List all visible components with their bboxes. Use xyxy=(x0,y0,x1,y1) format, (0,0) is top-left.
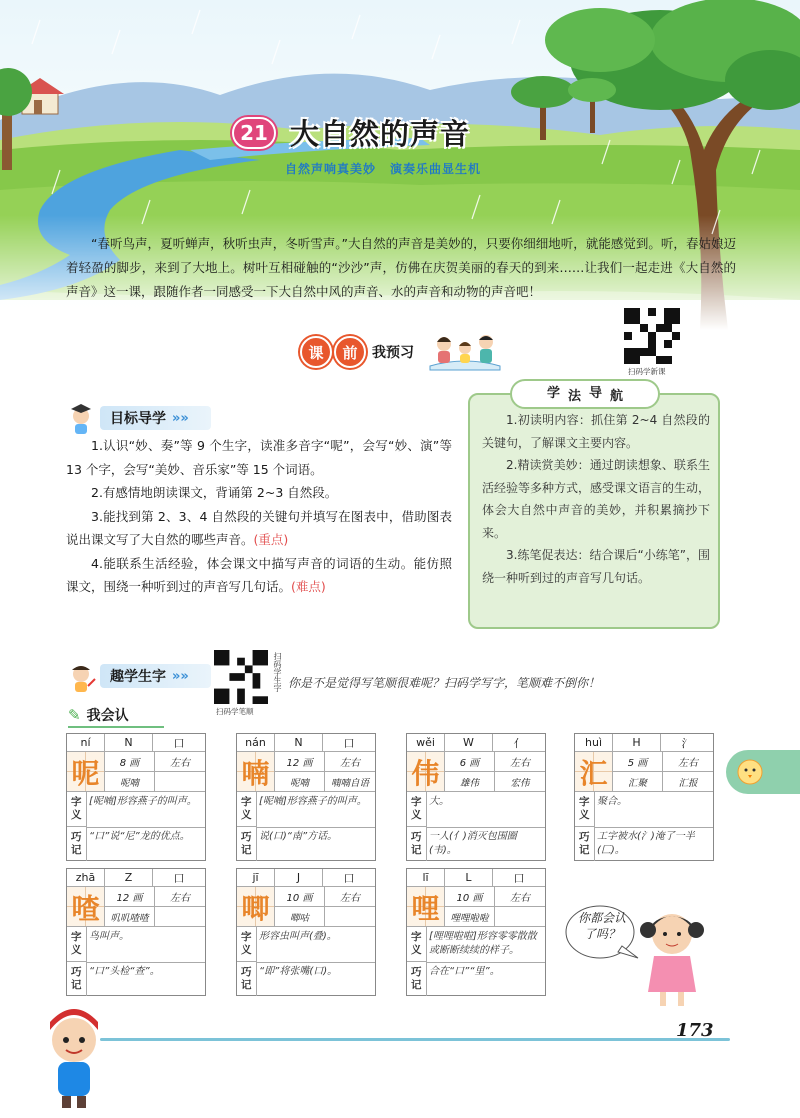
radical: 口 xyxy=(343,736,355,750)
writing-kid-icon xyxy=(66,660,96,692)
row-divider xyxy=(87,827,205,828)
stroke-count: 12 画 xyxy=(105,887,155,906)
page-number: 173 xyxy=(676,1020,714,1041)
example-word: 宏伟 xyxy=(510,777,530,789)
pinyin: jī xyxy=(237,869,275,886)
meaning-label: 字义 xyxy=(67,927,87,962)
character-card xyxy=(236,868,376,996)
memory-tip-label: 巧记 xyxy=(237,962,257,996)
new-lesson-qr-caption: 扫码学新课 xyxy=(628,367,666,376)
character-info xyxy=(275,752,375,792)
radical: 口 xyxy=(173,736,185,750)
meaning-text: 鸟叫声。 xyxy=(89,931,129,942)
recognize-underline xyxy=(68,726,164,728)
key-point-tag: (重点) xyxy=(253,532,289,547)
recognize-header xyxy=(68,705,129,725)
character-glyph: 呢 xyxy=(67,752,105,792)
radical: 口 xyxy=(173,871,185,885)
study-method-list xyxy=(482,409,710,589)
meaning-text: [呢喃]形容燕子的叫声。 xyxy=(259,796,367,807)
character-info xyxy=(445,887,545,927)
index-letter: N xyxy=(275,734,323,751)
goals-heading: 目标导学 xyxy=(110,411,166,427)
row-divider xyxy=(87,962,205,963)
structure: 左右 xyxy=(340,758,360,769)
study-method-panel xyxy=(468,385,720,629)
structure: 左右 xyxy=(340,893,360,904)
memory-tip-label: 巧记 xyxy=(407,962,427,996)
card-header-row xyxy=(67,734,205,752)
method-tab-char: 导 xyxy=(589,385,603,401)
character-card xyxy=(574,733,714,861)
structure: 左右 xyxy=(170,758,190,769)
character-glyph: 喳 xyxy=(67,887,105,927)
memory-tip-text: 一人(亻)消灭包围圈(韦)。 xyxy=(429,831,517,856)
radical: 口 xyxy=(343,871,355,885)
meaning-label: 字义 xyxy=(407,792,427,827)
fun-heading-bar xyxy=(100,664,211,688)
meaning-text: 形容虫叫声(叠)。 xyxy=(259,931,337,942)
character-card xyxy=(66,868,206,996)
stroke-order-qr-code[interactable] xyxy=(214,650,268,704)
character-glyph: 哩 xyxy=(407,887,445,927)
character-card xyxy=(66,733,206,861)
memory-tip-label: 巧记 xyxy=(67,962,87,996)
radical: 氵 xyxy=(681,736,693,750)
stroke-order-tip: 你是不是觉得写笔顺很难呢？扫码学写字，笔顺难不倒你！ xyxy=(288,676,601,690)
method-tab-char: 法 xyxy=(567,388,581,404)
stroke-count: 12 画 xyxy=(275,752,325,771)
footer-divider xyxy=(100,1038,730,1041)
subtitle-right: 演奏乐曲显生机 xyxy=(390,162,482,176)
meaning-label: 字义 xyxy=(237,792,257,827)
character-info xyxy=(105,887,205,927)
example-word: 叽叽喳喳 xyxy=(105,907,155,926)
pinyin: huì xyxy=(575,734,613,751)
method-item: 3.练笔促表达：结合课后“小练笔”，围绕一种听到过的声音写几句话。 xyxy=(482,548,710,585)
study-method-tab xyxy=(510,379,660,409)
example-word: 汇报 xyxy=(678,777,698,789)
meaning-text: [呢喃]形容燕子的叫声。 xyxy=(89,796,197,807)
goal-item-text: 4.能联系生活经验，体会课文中描写声音的词语的生动。能仿照课文，围绕一种听到过的声音写几句话。 xyxy=(66,555,452,594)
stroke-count: 6 画 xyxy=(445,752,495,771)
goals-heading-bar xyxy=(100,406,211,430)
character-glyph: 喃 xyxy=(237,752,275,792)
radical: 亻 xyxy=(513,736,525,750)
goal-item xyxy=(66,505,452,552)
structure: 左右 xyxy=(510,758,530,769)
prestudy-header xyxy=(300,332,510,372)
double-chevron-icon: »» xyxy=(172,668,189,684)
chick-icon xyxy=(726,750,800,794)
memory-tip-text: “口”说“尼”龙的优点。 xyxy=(89,831,190,842)
memory-tip-text: 说(口)“南”方话。 xyxy=(259,831,338,842)
recognize-heading: 我会认 xyxy=(86,708,129,724)
structure: 左右 xyxy=(510,893,530,904)
example-word: 喃喃自语 xyxy=(330,777,369,789)
lesson-title: 大自然的声音 xyxy=(290,117,471,151)
goal-item xyxy=(66,552,452,599)
card-header-row xyxy=(407,734,545,752)
pinyin: zhā xyxy=(67,869,105,886)
index-letter: H xyxy=(613,734,661,751)
character-info xyxy=(275,887,375,927)
intro-paragraph: “春听鸟声，夏听蝉声，秋听虫声，冬听雪声。”大自然的声音是美妙的，只要你细细地听，就能感觉到。听，春姑娘迈着轻盈的脚步，来到了大地上。树叶互相碰触的“沙沙”声，仿佛在庆贺美丽的春天的到来……让我们一起走进《大自然的声音》这一课，跟随作者一同感受一下大自然中风的声音、水的声音和动物的声音吧！ xyxy=(66,236,736,299)
structure: 左右 xyxy=(678,758,698,769)
example-word: 呢喃 xyxy=(275,772,325,791)
row-divider xyxy=(427,827,545,828)
card-header-row xyxy=(237,734,375,752)
meaning-text: [哩哩啦啦]形容零零散散或断断续续的样子。 xyxy=(429,931,537,956)
character-glyph: 伟 xyxy=(407,752,445,792)
pinyin: ní xyxy=(67,734,105,751)
fun-characters-header xyxy=(66,660,211,692)
index-letter: J xyxy=(275,869,323,886)
character-info xyxy=(445,752,545,792)
subtitle-left: 自然声响真美妙 xyxy=(285,162,377,176)
stroke-order-qr-caption: 扫码学笔顺 xyxy=(216,707,254,716)
character-glyph: 唧 xyxy=(237,887,275,927)
goal-item: 1.认识“妙、奏”等 9 个生字，读准多音字“呢”，会写“妙、演”等 13 个字，会写“美妙、音乐家”等 15 个词语。 xyxy=(66,438,452,477)
stroke-count: 10 画 xyxy=(445,887,495,906)
lesson-number-badge: 21 xyxy=(232,117,276,149)
card-header-row xyxy=(67,869,205,887)
learn-characters-qr-caption: 扫码学生字 xyxy=(273,652,282,692)
method-tab-char: 学 xyxy=(546,385,560,401)
prestudy-label: 我预习 xyxy=(372,345,414,361)
memory-tip-text: 合在“口”“里”。 xyxy=(429,966,500,977)
character-card xyxy=(236,733,376,861)
index-letter: N xyxy=(105,734,153,751)
difficult-point-tag: (难点) xyxy=(291,579,326,594)
new-lesson-qr-code[interactable] xyxy=(624,308,680,364)
stroke-count: 10 画 xyxy=(275,887,325,906)
structure: 左右 xyxy=(170,893,190,904)
radical: 口 xyxy=(513,871,525,885)
method-tab-char: 航 xyxy=(610,388,624,404)
pinyin: wěi xyxy=(407,734,445,751)
meaning-text: 聚合。 xyxy=(597,796,627,807)
pinyin: lī xyxy=(407,869,445,886)
stroke-count: 8 画 xyxy=(105,752,155,771)
double-chevron-icon: »» xyxy=(172,410,189,426)
example-word: 汇聚 xyxy=(613,772,663,791)
index-letter: Z xyxy=(105,869,153,886)
character-glyph: 汇 xyxy=(575,752,613,792)
example-word: 唧咕 xyxy=(275,907,325,926)
meaning-label: 字义 xyxy=(407,927,427,962)
example-word: 雄伟 xyxy=(445,772,495,791)
side-mascot-tab xyxy=(726,750,800,794)
card-header-row xyxy=(575,734,713,752)
meaning-label: 字义 xyxy=(575,792,595,827)
example-word: 呢喃 xyxy=(105,772,155,791)
goals-list xyxy=(66,434,452,599)
prestudy-badge-2: 前 xyxy=(334,336,366,368)
character-info xyxy=(105,752,205,792)
stroke-count: 5 画 xyxy=(613,752,663,771)
goals-header xyxy=(66,402,211,434)
question-bubble-text: 你都会认了吗？ xyxy=(577,911,626,941)
example-word xyxy=(155,772,205,791)
lesson-subtitle xyxy=(285,160,481,177)
goal-item-text: 3.能找到第 2、3、4 自然段的关键句并填写在图表中，借助图表说出课文写了大自然的哪些声音。 xyxy=(66,508,452,547)
memory-tip-label: 巧记 xyxy=(67,827,87,861)
example-word xyxy=(325,907,375,926)
row-divider xyxy=(257,827,375,828)
memory-tip-text: 工字被水(氵)淹了一半(匚)。 xyxy=(597,831,695,856)
memory-tip-label: 巧记 xyxy=(237,827,257,861)
index-letter: W xyxy=(445,734,493,751)
prestudy-badge-1: 课 xyxy=(300,336,332,368)
memory-tip-text: “口”头检“查”。 xyxy=(89,966,160,977)
family-reading-icon xyxy=(420,332,510,372)
meaning-text: 大。 xyxy=(429,796,449,807)
scholar-kid-icon xyxy=(66,402,96,434)
meaning-label: 字义 xyxy=(237,927,257,962)
character-info xyxy=(613,752,713,792)
memory-tip-text: “即”将张嘴(口)。 xyxy=(259,966,338,977)
character-card xyxy=(406,733,546,861)
example-word xyxy=(155,907,205,926)
meaning-label: 字义 xyxy=(67,792,87,827)
memory-tip-label: 巧记 xyxy=(575,827,595,861)
method-item: 1.初读明内容：抓住第 2~4 自然段的关键句，了解课文主要内容。 xyxy=(482,413,710,450)
cartoon-mascot-icon xyxy=(40,1000,110,1110)
pinyin: nán xyxy=(237,734,275,751)
row-divider xyxy=(427,962,545,963)
card-header-row xyxy=(237,869,375,887)
lesson-title-block xyxy=(232,112,470,153)
goal-item: 2.有感情地朗读课文，背诵第 2~3 自然段。 xyxy=(91,485,338,500)
row-divider xyxy=(257,962,375,963)
method-item: 2.精读赏美妙：通过朗读想象、联系生活经验等多种方式，感受课文语言的生动，体会大自然中声音的美妙，并积累摘抄下来。 xyxy=(482,458,711,540)
index-letter: L xyxy=(445,869,493,886)
fun-heading: 趣学生字 xyxy=(110,669,166,685)
example-word: 哩哩啦啦 xyxy=(445,907,495,926)
pencil-icon: ✎ xyxy=(68,706,81,724)
character-card xyxy=(406,868,546,996)
row-divider xyxy=(595,827,713,828)
example-word xyxy=(495,907,545,926)
memory-tip-label: 巧记 xyxy=(407,827,427,861)
card-header-row xyxy=(407,869,545,887)
